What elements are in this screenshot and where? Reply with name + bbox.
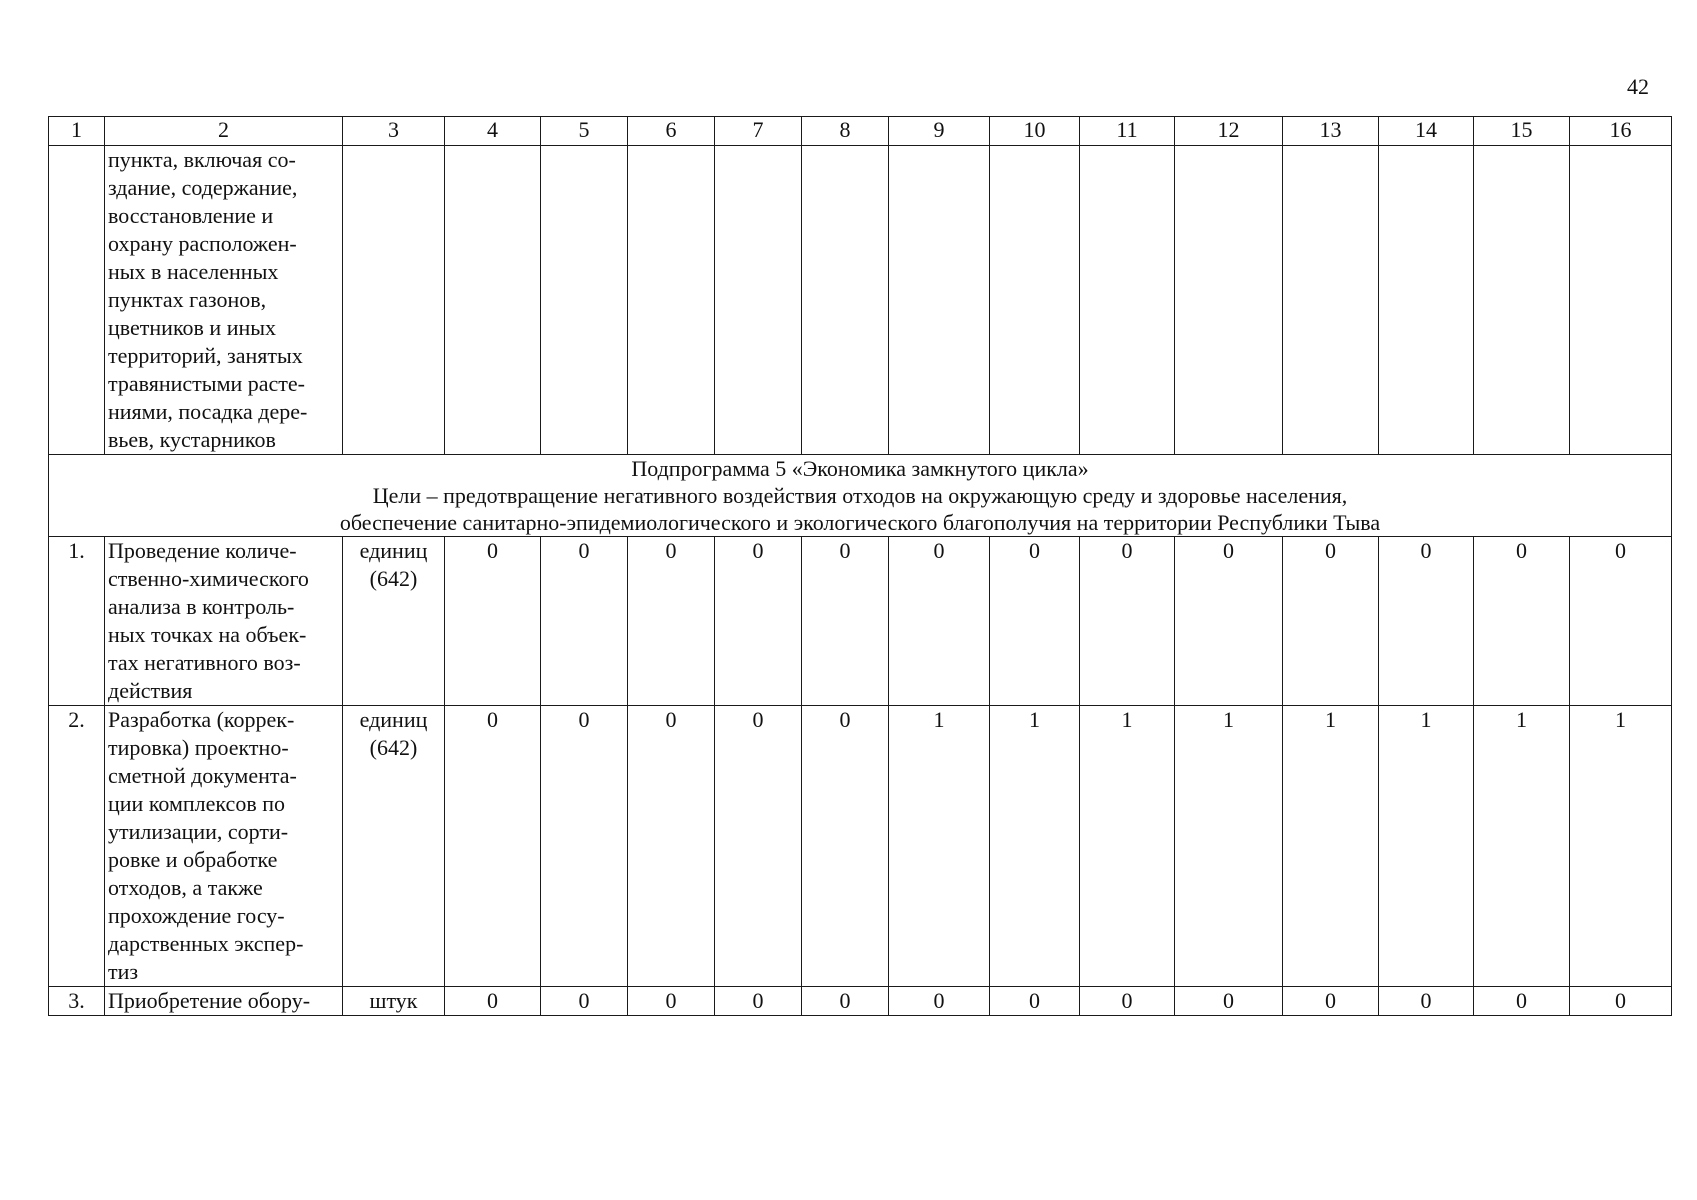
value-cell [1379,146,1474,455]
subprogram-goal-line: Цели – предотвращение негативного воздействия отходов на окружающую среду и здоровье населения, [372,483,1348,508]
name-line: тировка) проектно- [108,735,289,760]
row-number-cell: 2. [49,706,105,987]
value-cell: 0 [715,706,802,987]
page-number: 42 [1627,74,1649,99]
name-line: территорий, занятых [108,343,303,368]
value-cell: 0 [1283,537,1379,706]
column-header: 6 [628,117,715,146]
name-line: Разработка (коррек- [108,707,295,732]
value-cell: 0 [990,537,1080,706]
name-line: здание, содержание, [108,175,298,200]
table-row [49,706,1672,987]
column-header: 11 [1080,117,1175,146]
unit-cell [343,987,445,1016]
column-header: 14 [1379,117,1474,146]
value-cell: 0 [445,987,541,1016]
row-number-cell: 3. [49,987,105,1016]
value-cell: 0 [445,537,541,706]
indicator-name-cell [105,146,343,455]
value-cell: 1 [1283,706,1379,987]
name-line: сметной документа- [108,763,297,788]
column-header: 12 [1175,117,1283,146]
unit-cell [343,146,445,455]
value-cell [1474,146,1570,455]
unit-line: единиц [359,707,428,732]
name-line: дарственных экспер- [108,931,304,956]
name-line: ровке и обработке [108,847,278,872]
value-cell: 0 [1175,537,1283,706]
unit-cell [343,706,445,987]
value-cell [1283,146,1379,455]
column-header: 9 [889,117,990,146]
name-line: действия [108,678,193,703]
indicator-name-cell [105,706,343,987]
value-cell: 0 [802,537,889,706]
value-cell: 1 [1570,706,1672,987]
name-line: анализа в контроль- [108,594,295,619]
subprogram-title: Подпрограмма 5 «Экономика замкнутого цикла» [631,456,1089,481]
value-cell: 0 [1570,537,1672,706]
value-cell: 0 [889,537,990,706]
value-cell [1080,146,1175,455]
value-cell: 0 [1474,537,1570,706]
column-header: 1 [49,117,105,146]
value-cell: 0 [1379,537,1474,706]
value-cell: 0 [1080,537,1175,706]
value-cell: 0 [715,537,802,706]
name-line: ниями, посадка дере- [108,399,308,424]
name-line: прохождение госу- [108,903,285,928]
row-number-cell: 1. [49,537,105,706]
row-number-cell [49,146,105,455]
name-line: тах негативного воз- [108,650,301,675]
name-line: Проведение количе- [108,538,297,563]
value-cell: 1 [1379,706,1474,987]
name-line: восстановление и [108,203,274,228]
column-header: 2 [105,117,343,146]
name-line: ции комплексов по [108,791,285,816]
value-cell: 1 [1175,706,1283,987]
value-cell: 0 [1570,987,1672,1016]
column-header: 4 [445,117,541,146]
name-line: охрану расположен- [108,231,297,256]
name-line: цветников и иных [108,315,277,340]
name-line: тиз [108,959,139,984]
unit-line: (642) [369,735,418,760]
name-line: отходов, а также [108,875,263,900]
table-row [49,537,1672,706]
name-line: пунктах газонов, [108,287,267,312]
value-cell: 1 [1080,706,1175,987]
column-header: 15 [1474,117,1570,146]
column-header: 8 [802,117,889,146]
value-cell: 0 [541,706,628,987]
value-cell [715,146,802,455]
column-header: 13 [1283,117,1379,146]
value-cell: 0 [802,706,889,987]
continuation-row [49,146,1672,455]
value-cell: 0 [628,987,715,1016]
value-cell: 0 [628,537,715,706]
unit-line: (642) [369,566,418,591]
value-cell: 0 [715,987,802,1016]
indicators-table [48,116,1672,1016]
value-cell: 0 [628,706,715,987]
name-line: утилизации, сорти- [108,819,289,844]
name-line: Приобретение обору- [108,988,311,1013]
value-cell: 0 [990,987,1080,1016]
unit-line: единиц [359,538,428,563]
name-line: ственно-химического [108,566,309,591]
value-cell: 0 [541,987,628,1016]
value-cell: 0 [541,537,628,706]
table-row [49,987,1672,1016]
value-cell: 0 [1379,987,1474,1016]
value-cell: 0 [1474,987,1570,1016]
value-cell [1570,146,1672,455]
unit-line: штук [369,988,418,1013]
value-cell [628,146,715,455]
value-cell [445,146,541,455]
name-line: пункта, включая со- [108,147,296,172]
subprogram-header-cell [49,455,1672,537]
unit-cell [343,537,445,706]
name-line: ных в населенных [108,259,279,284]
section-header-row [49,455,1672,537]
column-header: 10 [990,117,1080,146]
column-number-header-row [49,117,1672,146]
indicator-name-cell [105,537,343,706]
value-cell: 1 [1474,706,1570,987]
value-cell [889,146,990,455]
subprogram-goal-line: обеспечение санитарно-эпидемиологического и экологического благополучия на территории Республики Тыва [339,510,1381,535]
name-line: ных точках на объек- [108,622,307,647]
value-cell: 0 [1175,987,1283,1016]
column-header: 16 [1570,117,1672,146]
value-cell: 1 [889,706,990,987]
value-cell [1175,146,1283,455]
value-cell: 0 [802,987,889,1016]
indicator-name-cell [105,987,343,1016]
value-cell: 0 [1283,987,1379,1016]
value-cell: 0 [1080,987,1175,1016]
column-header: 3 [343,117,445,146]
value-cell: 1 [990,706,1080,987]
value-cell: 0 [889,987,990,1016]
value-cell [541,146,628,455]
column-header: 7 [715,117,802,146]
value-cell: 0 [445,706,541,987]
value-cell [990,146,1080,455]
value-cell [802,146,889,455]
column-header: 5 [541,117,628,146]
name-line: травянистыми расте- [108,371,306,396]
name-line: вьев, кустарников [108,427,276,452]
